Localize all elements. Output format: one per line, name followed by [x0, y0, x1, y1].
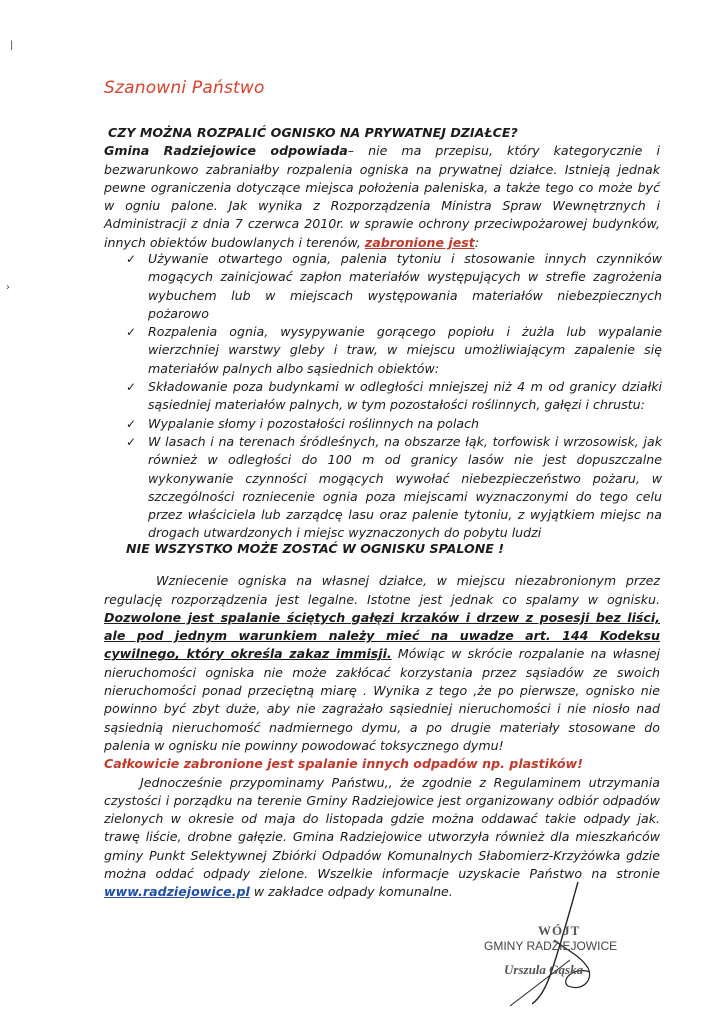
check-icon: ✓ — [126, 252, 137, 266]
signature-name: Urszula Gąska — [504, 962, 584, 977]
signature-title: WÓJT — [538, 923, 581, 938]
list-item — [126, 378, 662, 415]
website-link[interactable]: www.radziejowice.pl — [104, 884, 250, 900]
list-item — [126, 415, 662, 433]
intro-body: – nie ma przepisu, który kategorycznie i bezwarunkowo zabraniałby rozpalenia ogniska na prywatnej działce. Istnieją jednak pewne ograniczenia dotyczące miejsca położenia paleniska, a także tego co może być w ogniu palone. Jak wynika z Rozporządzenia Ministra Spraw Wewnętrznych i Administracji z dnia 7 czerwca 2010r. w sprawie ochrony przeciwpożarowej budynków, innych obiektów budowlanych i terenów, — [104, 143, 660, 250]
list-item — [126, 323, 662, 378]
paragraph-2-start: Jednocześnie przypominamy Państwu,, że zgodnie z Regulaminem utrzymania czystości i porządku na terenie Gminy Radziejowice jest organizowany odbiór odpadów zielonych w okresie od maja do listopada gdzie można oddawać takie odpady jak. trawę liście, drobne gałęzie. Gmina Radziejowice utworzyła również dla mieszkańców gminy Punkt Selektywnej Zbiórki Odpadów Komunalnych Słabomierz-Krzyżówka gdzie można oddać odpady zielone. Wszelkie informacje uzyskacie Państwo na stronie — [104, 774, 660, 882]
list-item — [126, 433, 662, 543]
check-icon: ✓ — [126, 434, 137, 449]
paragraph-1-emphasis: Dozwolone jest spalanie ściętych gałęzi krzaków i drzew z posesji bez liści, ale pod jednym warunkiem należy mieć na uwadze art. 144 Kodeksu cywilnego, który określa zakaz immisji. — [104, 609, 660, 662]
intro-colon: : — [474, 234, 480, 250]
signature-org: GMINY RADZIEJOWICE — [484, 939, 618, 953]
paragraph-1-start: Wzniecenie ogniska na własnej działce, w miejscu niezabronionym przez regulację rozporządzenia jest legalne. Istotne jest jednak co spalamy w ognisku. — [104, 573, 660, 607]
paragraph-1 — [104, 572, 660, 755]
intro-paragraph — [104, 142, 660, 252]
list-item-text: Używanie otwartego ognia, palenia tytoniu i stosowanie innych czynników mogących zainicjować zapłon materiałów występujących w strefie zagrożenia wybuchem lub w miejscach występowania materiałów niebezpiecznych pożarowo — [148, 251, 662, 321]
list-item-text: Wypalanie słomy i pozostałości roślinnych na polach — [148, 415, 480, 431]
warning-text: Całkowicie zabronione jest spalanie innych odpadów np. plastików! — [104, 756, 583, 772]
list-item-text: Rozpalenia ognia, wysypywanie gorącego popiołu i żużla lub wypalanie wierzchniej warstwy gleby i traw, w miejscu umożliwiającym zapalenie się materiałów palnych albo sąsiednich obiektów: — [148, 324, 662, 376]
scan-mark: | — [10, 40, 14, 51]
main-section — [104, 540, 660, 902]
intro-block — [104, 124, 660, 252]
scan-mark: › — [6, 282, 10, 293]
check-icon: ✓ — [126, 380, 137, 395]
question-heading: CZY MOŻNA ROZPALIĆ OGNISKO NA PRYWATNEJ DZIAŁCE? — [108, 125, 518, 140]
greeting: Szanowni Państwo — [104, 78, 265, 98]
list-item — [126, 250, 662, 323]
paragraph-2-end: w zakładce odpady komunalne. — [249, 884, 453, 900]
list-item-text: W lasach i na terenach śródleśnych, na obszarze łąk, torfowisk i wrzosowisk, jak również w odległości do 100 m od granicy lasów nie jest dopuszczalne wykonywanie czynności mogących wywołać niebezpieczeństwo pożaru, w szczególności rozniecenie ognia poza miejscami wyznaczonymi do tego celu przez właściciela lub zarządcę lasu oraz palenie tytoniu, z wyjątkiem miejsc na drogach utwardzonych i miejsc wyznaczonych do pobytu ludzi — [148, 433, 662, 541]
check-icon: ✓ — [126, 325, 137, 340]
list-item-text: Składowanie poza budynkami w odległości mniejszej niż 4 m od granicy działki sąsiedniej materiałów palnych, w tym pozostałości roślinnych, gałęzi i chrustu: — [148, 379, 662, 413]
prohibitions-list — [126, 250, 662, 543]
paragraph-1-end: Mówiąc w skrócie rozpalanie na własnej nieruchomości ogniska nie może zakłócać korzystania przez sąsiadów ze swoich nieruchomości ponad przeciętną miarę . Wynika z tego ,że po pierwsze, ognisko nie powinno być zbyt duże, aby nie zagrażało sąsiedniej nieruchomości i nie niosło nad sąsiednią nieruchomość nadmiernego dymu, a po drugie materiały stosowane do palenia w ognisku nie powinny powodować toksycznego dymu! — [104, 646, 660, 753]
section-heading: NIE WSZYSTKO MOŻE ZOSTAĆ W OGNISKU SPALONE ! — [126, 541, 504, 556]
prohibited-label: zabronione jest — [364, 234, 475, 250]
check-icon: ✓ — [126, 416, 137, 431]
intro-lead: Gmina Radziejowice odpowiada — [104, 143, 348, 159]
